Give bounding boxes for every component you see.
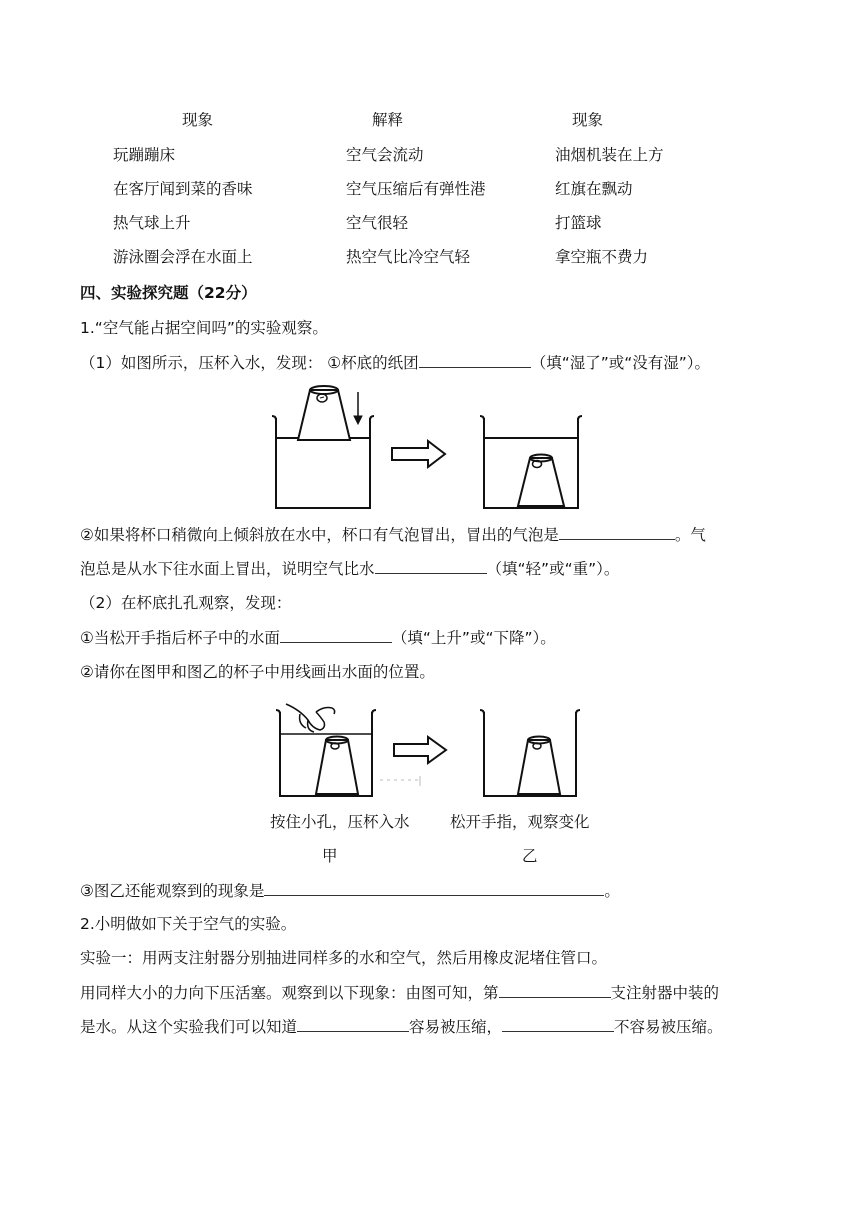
q1-s3-prefix: ③图乙还能观察到的现象是	[80, 882, 265, 900]
q2-title: 2.小明做如下关于空气的实验。	[80, 915, 297, 933]
col1-item: 在客厅闻到菜的香味	[113, 180, 253, 198]
col1-item: 热气球上升	[113, 214, 191, 232]
q1-p2-prefix: ②如果将杯口稍微向上倾斜放在水中，杯口有气泡冒出，冒出的气泡是	[80, 526, 559, 544]
q1-sub2-line2: ②请你在图甲和图乙的杯子中用线画出水面的位置。	[80, 663, 435, 681]
col1-item: 游泳圈会浮在水面上	[113, 248, 253, 266]
figure-cup-press-water	[270, 380, 590, 510]
q1-s3-suffix: 。	[604, 882, 620, 900]
caption-left: 按住小孔，压杯入水	[270, 813, 410, 831]
header-explanation: 解释	[372, 111, 404, 129]
figure-cup-hole-experiment[interactable]	[270, 700, 590, 800]
q1-p1-prefix: （1）如图所示，压杯入水，发现： ①杯底的纸团	[80, 354, 419, 372]
caption-right: 松开手指，观察变化	[450, 813, 590, 831]
q2-line2	[80, 982, 719, 1003]
q1-p3-prefix: 泡总是从水下往水面上冒出，说明空气比水	[80, 560, 375, 578]
col2-item: 热空气比冷空气轻	[346, 248, 471, 266]
q1-sub2-line1	[80, 627, 556, 648]
col2-item: 空气会流动	[346, 146, 424, 164]
q2-l3-middle: 容易被压缩，	[409, 1018, 503, 1036]
q2-l3-prefix: 是水。从这个实验我们可以知道	[80, 1018, 298, 1036]
q1-title: 1.“空气能占据空间吗”的实验观察。	[80, 319, 328, 337]
col3-item: 拿空瓶不费力	[555, 248, 649, 266]
label-jia: 甲	[322, 847, 338, 865]
answer-blank[interactable]	[559, 524, 675, 540]
col1-item: 玩蹦蹦床	[113, 146, 176, 164]
col3-item: 打篮球	[555, 214, 602, 232]
q1-part3-line	[80, 558, 619, 579]
answer-blank[interactable]	[280, 627, 392, 643]
q1-p2-suffix: 。气	[674, 526, 706, 544]
header-phenomenon-left: 现象	[182, 111, 214, 129]
q2-line1: 实验一：用两支注射器分别抽进同样多的水和空气，然后用橡皮泥堵住管口。	[80, 949, 608, 967]
answer-blank[interactable]	[499, 982, 611, 998]
q2-line3	[80, 1016, 723, 1037]
q1-s1-prefix: ①当松开手指后杯子中的水面	[80, 629, 280, 647]
answer-blank[interactable]	[297, 1016, 409, 1032]
q1-sub2-line3	[80, 880, 620, 901]
col3-item: 红旗在飘动	[555, 180, 633, 198]
section-heading: 四、实验探究题（22分）	[80, 284, 257, 302]
label-yi: 乙	[522, 847, 538, 865]
answer-blank[interactable]	[419, 352, 531, 368]
q1-p3-suffix: （填“轻”或“重”）。	[486, 560, 620, 578]
q2-l2-suffix: 支注射器中装的	[610, 984, 720, 1002]
answer-blank[interactable]	[264, 880, 604, 896]
q1-part1-line	[80, 352, 710, 373]
answer-blank[interactable]	[375, 558, 487, 574]
answer-blank[interactable]	[502, 1016, 614, 1032]
col3-item: 油烟机装在上方	[555, 146, 664, 164]
col2-item: 空气压缩后有弹性港	[346, 180, 486, 198]
q2-l3-suffix: 不容易被压缩。	[614, 1018, 723, 1036]
q1-s1-suffix: （填“上升”或“下降”）。	[391, 629, 556, 647]
q2-l2-prefix: 用同样大小的力向下压活塞。观察到以下现象：由图可知，第	[80, 984, 499, 1002]
header-phenomenon-right: 现象	[572, 111, 604, 129]
col2-item: 空气很轻	[346, 214, 409, 232]
q1-sub2-title: （2）在杯底扎孔观察，发现：	[80, 594, 292, 612]
q1-part2-line	[80, 524, 706, 545]
q1-p1-suffix: （填“湿了”或“没有湿”）。	[530, 354, 711, 372]
